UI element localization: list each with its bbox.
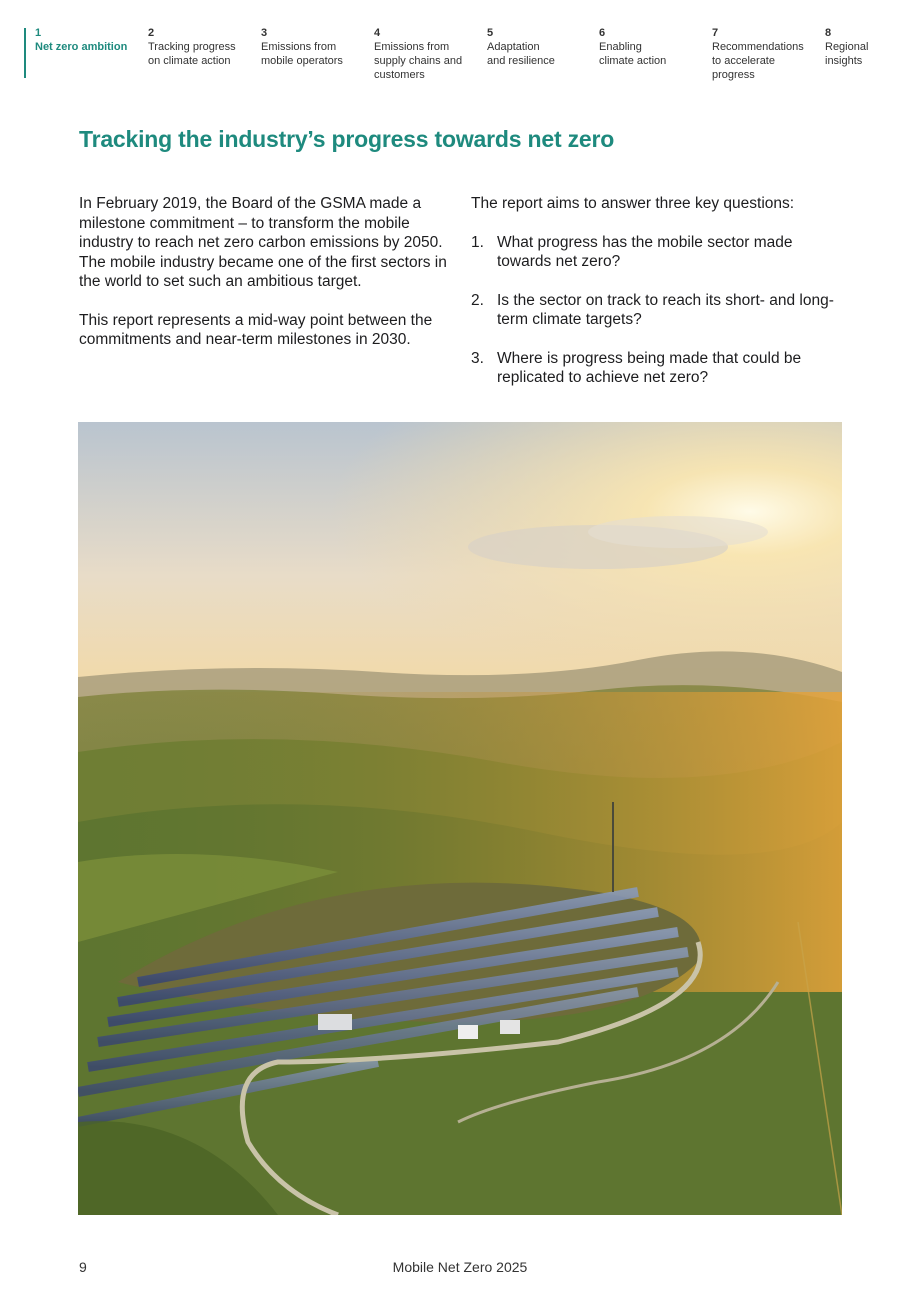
- page-title: Tracking the industry’s progress towards net zero: [79, 126, 615, 152]
- page-number: 9: [79, 1259, 87, 1275]
- midway-paragraph: This report represents a mid-way point between the commitments and near-term milestones in 2030.: [79, 311, 433, 348]
- nav-item-number: 2: [148, 27, 155, 39]
- nav-item-label: Emissions from supply chains and customers: [374, 41, 463, 81]
- nav-item-net-zero-ambition[interactable]: [35, 26, 127, 54]
- nav-item-number: 7: [712, 27, 719, 39]
- list-item-number: 3.: [471, 349, 484, 367]
- nav-item-enabling-climate-action[interactable]: [599, 26, 666, 68]
- list-item: [471, 291, 841, 330]
- report-title: Mobile Net Zero 2025: [392, 1259, 528, 1275]
- solar-farm-photo: [78, 422, 842, 1215]
- nav-item-tracking-progress[interactable]: [148, 26, 236, 68]
- nav-item-label: Enabling climate action: [599, 41, 667, 67]
- section-navigation: [0, 0, 920, 90]
- nav-item-label: Tracking progress on climate action: [148, 41, 236, 67]
- questions-intro: The report aims to answer three key questions:: [471, 195, 795, 212]
- list-item: [471, 349, 841, 388]
- nav-item-label: Emissions from mobile operators: [261, 41, 343, 67]
- active-section-indicator: [24, 28, 26, 78]
- left-column: [79, 194, 449, 369]
- right-column: [471, 194, 841, 407]
- nav-item-label: Adaptation and resilience: [487, 41, 555, 67]
- nav-item-label: Net zero ambition: [35, 41, 128, 53]
- nav-item-recommendations[interactable]: [712, 26, 804, 82]
- nav-item-adaptation-resilience[interactable]: [487, 26, 555, 68]
- key-questions-list: [471, 233, 841, 388]
- nav-item-number: 4: [374, 27, 381, 39]
- nav-item-number: 1: [35, 27, 42, 39]
- nav-item-number: 8: [825, 27, 832, 39]
- list-item-number: 2.: [471, 291, 484, 309]
- nav-item-number: 3: [261, 27, 268, 39]
- solar-farm-illustration: [78, 422, 842, 1215]
- nav-item-label: Recommendations to accelerate progress: [712, 41, 804, 81]
- list-item: [471, 233, 841, 272]
- list-item-text: Is the sector on track to reach its short- and long-term climate targets?: [497, 291, 834, 328]
- nav-item-emissions-mobile-operators[interactable]: [261, 26, 343, 68]
- nav-item-number: 5: [487, 27, 494, 39]
- nav-item-number: 6: [599, 27, 606, 39]
- nav-item-emissions-supply-chains[interactable]: [374, 26, 462, 82]
- intro-paragraph: In February 2019, the Board of the GSMA made a milestone commitment – to transform the mobile industry to reach net zero carbon emissions by 2050. The mobile industry became one of the first sectors in the world to set such an ambitious target.: [79, 195, 447, 290]
- list-item-number: 1.: [471, 233, 484, 251]
- nav-item-regional-insights[interactable]: [825, 26, 868, 68]
- nav-item-label: Regional insights: [825, 41, 869, 67]
- list-item-text: What progress has the mobile sector made towards net zero?: [497, 233, 793, 270]
- list-item-text: Where is progress being made that could be replicated to achieve net zero?: [497, 349, 802, 386]
